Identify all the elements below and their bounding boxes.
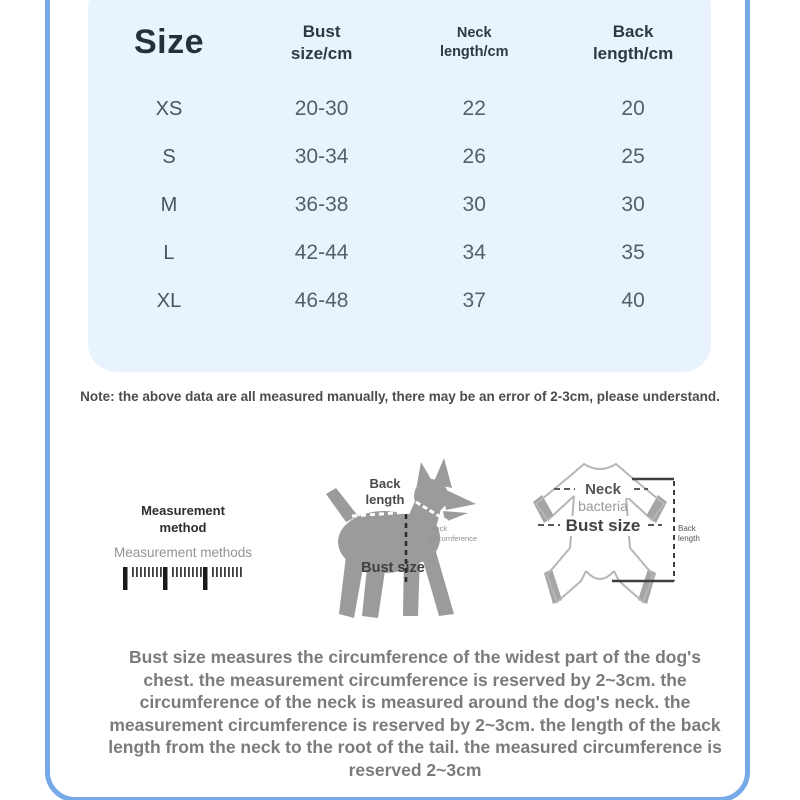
dog-bust-size-label: Bust size bbox=[361, 560, 425, 576]
dog-neck-circumference-label: Neck circumference bbox=[430, 524, 478, 543]
table-row-xs-neck: 22 bbox=[462, 97, 486, 120]
table-row-m-back: 30 bbox=[621, 193, 645, 216]
table-row-xl-neck: 37 bbox=[462, 289, 486, 312]
table-row-l-back: 35 bbox=[621, 241, 645, 264]
garment-neck-label: Neck bbox=[575, 481, 631, 498]
measurement-error-note: Note: the above data are all measured manually, there may be an error of 2-3cm, please understand. bbox=[80, 389, 720, 404]
garment-bust-size-label: Bust size bbox=[560, 516, 646, 536]
column-header-neck: Neck length/cm bbox=[439, 25, 509, 60]
garment-neck-sub-label: bacteria bbox=[578, 498, 628, 514]
table-row-m-size: M bbox=[160, 193, 178, 216]
table-row-l-size: L bbox=[163, 241, 175, 264]
table-row-xs-bust: 20-30 bbox=[294, 97, 349, 120]
table-row-m-bust: 36-38 bbox=[294, 193, 349, 216]
ruler-icon bbox=[121, 566, 245, 592]
column-header-back: Back length/cm bbox=[592, 22, 674, 63]
table-row-xl-bust: 46-48 bbox=[294, 289, 349, 312]
dog-back-length-label: Back length bbox=[365, 476, 405, 508]
table-row-s-bust: 30-34 bbox=[294, 145, 349, 168]
column-header-size bbox=[88, 0, 250, 85]
table-row-s-size: S bbox=[162, 145, 176, 168]
table-row-xl-back: 40 bbox=[621, 289, 645, 312]
table-row-l-bust: 42-44 bbox=[294, 241, 349, 264]
measurement-method-subtitle: Measurement methods bbox=[113, 544, 253, 560]
size-table-panel bbox=[88, 0, 711, 372]
measurement-method-title: Measurement method bbox=[141, 503, 225, 535]
table-row-s-neck: 26 bbox=[462, 145, 486, 168]
size-header-label: Size bbox=[133, 23, 204, 62]
table-row-xl-size: XL bbox=[156, 289, 182, 312]
table-row-xs-back: 20 bbox=[621, 97, 645, 120]
size-table bbox=[88, 0, 711, 325]
column-header-bust: Bust size/cm bbox=[290, 22, 353, 63]
table-row-xs-size: XS bbox=[155, 97, 183, 120]
garment-measurement-diagram bbox=[520, 452, 712, 622]
dog-measurement-diagram bbox=[312, 458, 487, 633]
table-row-s-back: 25 bbox=[621, 145, 645, 168]
measurement-method-block bbox=[108, 503, 258, 597]
table-row-l-neck: 34 bbox=[462, 241, 486, 264]
table-row-m-neck: 30 bbox=[462, 193, 486, 216]
garment-back-length-label: Back length bbox=[678, 524, 700, 543]
measurement-description-paragraph: Bust size measures the circumference of the widest part of the dog's chest. the measurement circumference is reserved by 2~3cm. the circumference of the neck is measured around the dog's neck. the measurement circumference is reserved by 2~3cm. the length of the back length from the neck to the root of the tail. the measured circumference is reserved 2~3cm bbox=[108, 647, 722, 780]
